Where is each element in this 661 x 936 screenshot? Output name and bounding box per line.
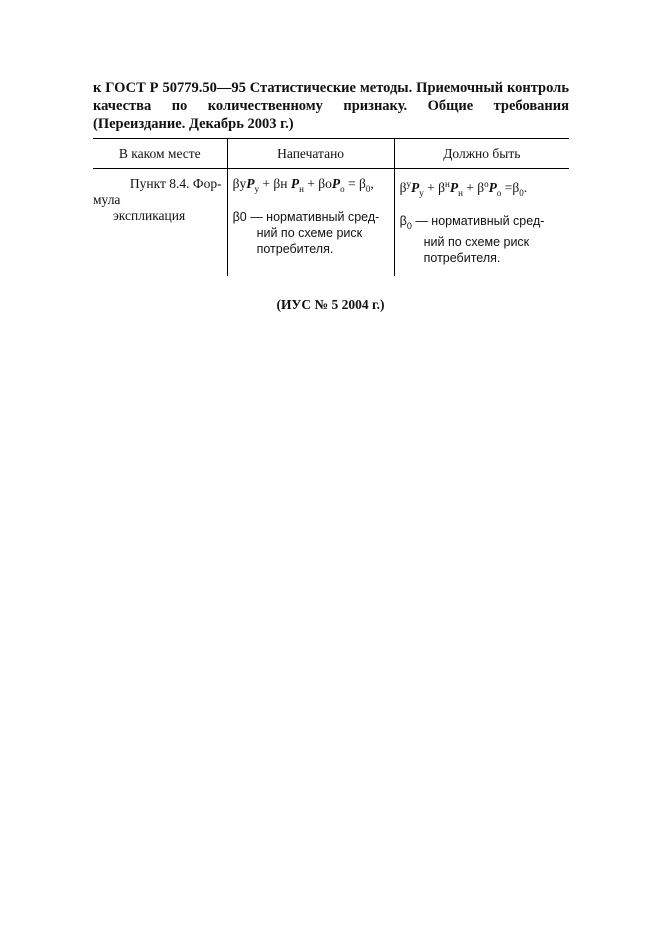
printed-formula: βуP$_у$ + βн $P_н + \beta оP_о = \beta_0$, [232, 176, 374, 194]
correct-cell [394, 169, 569, 277]
table-row [93, 169, 569, 277]
column-header-correct: Должно быть [394, 139, 569, 169]
errata-table [93, 138, 569, 276]
place-cell [93, 169, 227, 277]
printed-explication: β0 — нормативный сред- ний по схеме риск потребителя. [232, 210, 380, 256]
amendment-header: к ГОСТ Р 50779.50—95 Статистические методы. Приемочный контроль качества по количественному признаку. Общие требования (Переиздание. Декабрь 2003 г.) [93, 80, 569, 132]
column-header-place: В каком месте [93, 139, 227, 169]
correct-formula: $\beta^уP_у + \beta^нP_н + \beta^оP_о =\beta_0$. [399, 179, 528, 198]
place-line: Пункт 8.4. Фор- [129, 176, 222, 191]
column-header-printed: Напечатано [227, 139, 394, 169]
printed-cell [227, 169, 394, 277]
place-line: экспликация [113, 208, 186, 223]
correct-explication: $\beta_0$ — нормативный сред- ний по схеме риск потребителя. [399, 214, 545, 265]
table-header-row [93, 139, 569, 169]
place-line: мула [93, 192, 121, 207]
source-note: (ИУС № 5 2004 г.) [276, 297, 385, 312]
